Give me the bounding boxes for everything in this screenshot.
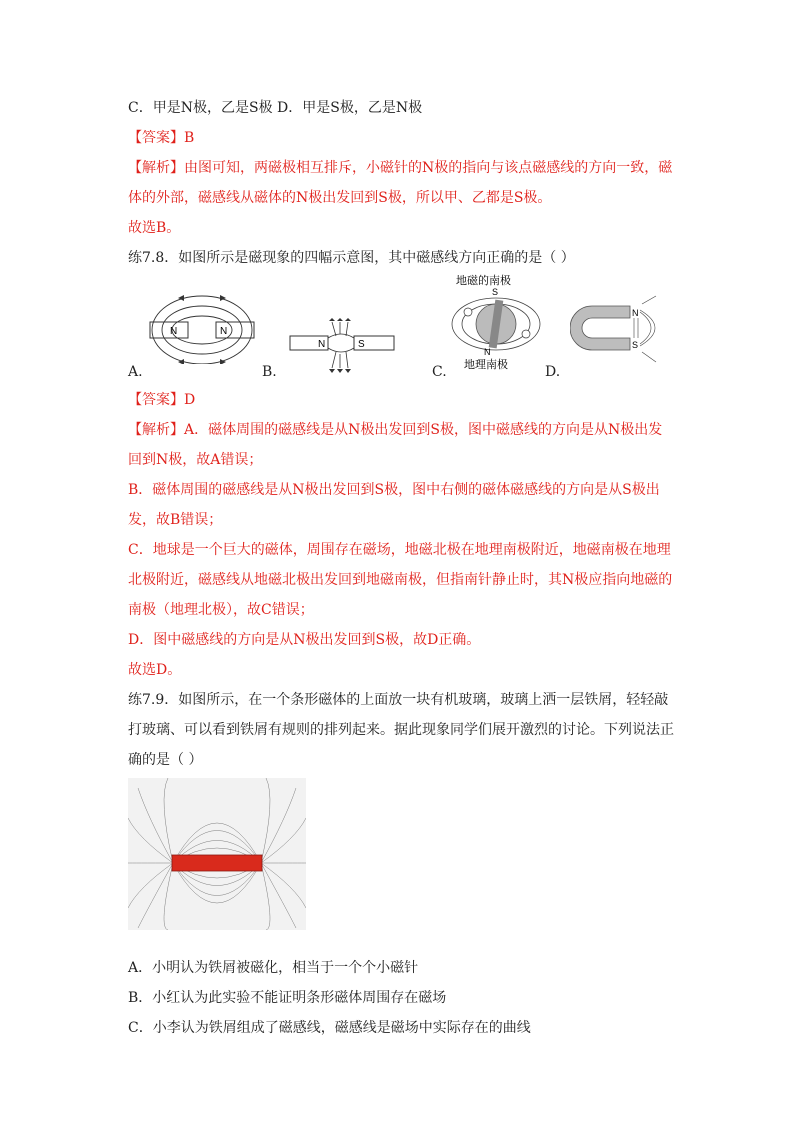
fig-d-pole-top: N [632, 308, 639, 318]
q-prev-conclusion: 故选B。 [128, 220, 181, 236]
q9-stem-line1: 练7.9．如图所示，在一个条形磁体的上面放一块有机玻璃，玻璃上洒一层铁屑，轻轻敲 [128, 692, 669, 708]
q8-conclusion: 故选D。 [128, 662, 182, 678]
q8-analysis-d1: D．图中磁感线的方向是从N极出发回到S极，故D正确。 [128, 632, 481, 648]
q8-analysis-a2: 回到N极，故A错误； [128, 452, 263, 468]
answer-value: B [184, 130, 195, 146]
analysis-tag: 【解析】 [128, 422, 184, 438]
fig-c-top-label: 地磁的南极 [456, 274, 511, 287]
q8-stem: 练7.8．如图所示是磁现象的四幅示意图，其中磁感线方向正确的是（ ） [128, 250, 575, 266]
q8-analysis-a1 [128, 420, 662, 440]
fig-c-pole-top: S [492, 287, 499, 297]
fig-b-pole-left: N [318, 339, 326, 350]
q-prev-options: C．甲是N极，乙是S极 D．甲是S极，乙是N极 [128, 100, 423, 116]
answer-tag: 【答案】 [128, 130, 184, 146]
figure-a [148, 292, 256, 364]
analysis-text: A．磁体周围的磁感线是从N极出发回到S极，图中磁感线的方向是从N极出发 [184, 422, 663, 438]
q-prev-analysis-line1 [128, 158, 672, 178]
fig-d-pole-bottom: S [632, 340, 639, 350]
fig-a-pole-left: N [170, 326, 178, 337]
q9-option-c: C．小李认为铁屑组成了磁感线，磁感线是磁场中实际存在的曲线 [128, 1020, 531, 1036]
figure-b [288, 318, 396, 374]
q8-analysis-c2: 北极附近，磁感线从地磁北极出发回到地磁南极，但指南针静止时，其N极应指向地磁的 [128, 572, 673, 588]
answer-tag: 【答案】 [128, 392, 184, 408]
q9-option-a: A．小明认为铁屑被磁化，相当于一个个小磁针 [128, 960, 419, 976]
q8-analysis-c3: 南极（地理北极），故C错误； [128, 602, 314, 618]
analysis-text: 由图可知，两磁极相互排斥，小磁针的N极的指向与该点磁感线的方向一致，磁 [184, 160, 673, 176]
q8-answer [128, 390, 195, 410]
analysis-tag: 【解析】 [128, 160, 184, 176]
q8-analysis-c1: C．地球是一个巨大的磁体，周围存在磁场，地磁北极在地理南极附近，地磁南极在地理 [128, 542, 671, 558]
figure-d [570, 294, 670, 366]
fig-a-pole-right: N [220, 326, 228, 337]
q8-analysis-b1: B．磁体周围的磁感线是从N极出发回到S极，图中右侧的磁体磁感线的方向是从S极出 [128, 482, 660, 498]
q-prev-analysis-line2: 体的外部，磁感线从磁体的N极出发回到S极，所以甲、乙都是S极。 [128, 190, 552, 206]
q9-stem-line3: 确的是（ ） [128, 752, 203, 768]
iron-filings-figure [128, 778, 306, 930]
q8-option-a: A. [128, 364, 143, 380]
figure-c [446, 272, 546, 372]
q9-stem-line2: 打玻璃、可以看到铁屑有规则的排列起来。据此现象同学们展开激烈的讨论。下列说法正 [128, 722, 674, 738]
q8-option-b: B. [262, 364, 277, 380]
fig-c-pole-bottom: N [484, 347, 491, 357]
q-prev-answer [128, 128, 194, 148]
q8-option-c: C. [432, 364, 447, 380]
q8-analysis-b2: 发，故B错误； [128, 512, 223, 528]
fig-c-bottom-label: 地理南极 [464, 358, 508, 371]
q9-option-b: B．小红认为此实验不能证明条形磁体周围存在磁场 [128, 990, 447, 1006]
answer-value: D [184, 392, 196, 408]
fig-b-pole-right: S [358, 339, 365, 350]
q8-option-d: D. [545, 364, 561, 380]
